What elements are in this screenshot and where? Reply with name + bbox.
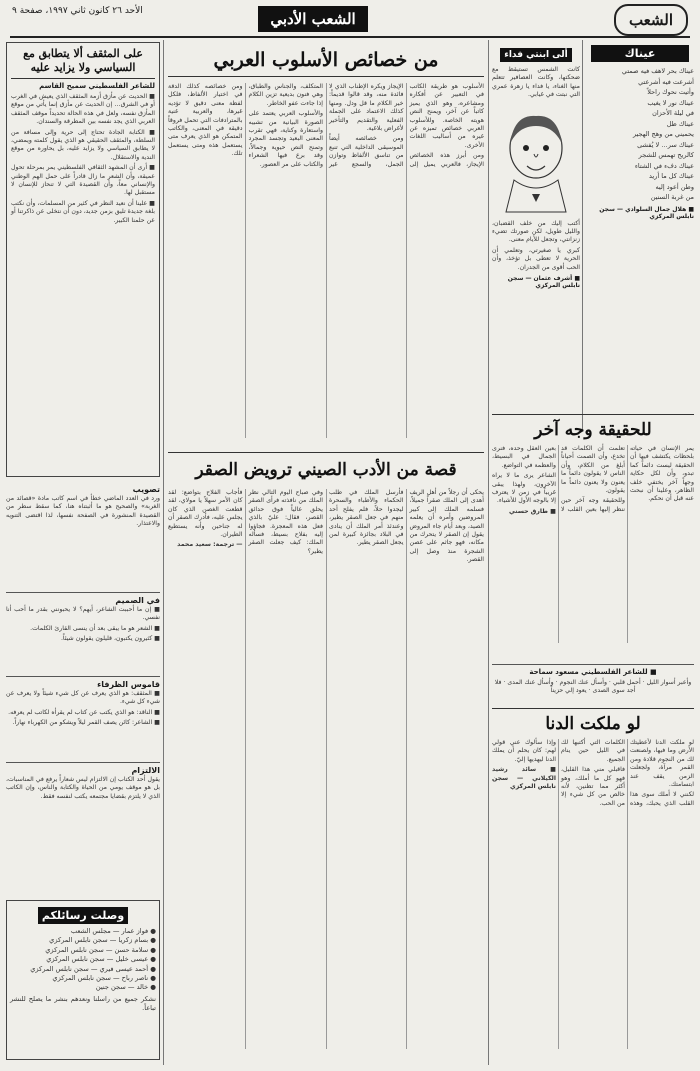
verse: من غربة السنين (650, 193, 694, 201)
column-rule (582, 40, 583, 430)
verse: عيناك ظل (666, 119, 694, 128)
small-poem-byline: ■ للشاعر الفلسطيني مسعود سماحة (529, 668, 657, 676)
paragraph: فأجاب الفلاح بتواضع: لقد كان الأمر سهلاً يا مولاي، لقد قطعت الغصن الذي كان يجلس عليه، فأدرك الصقر أن له جناحين وأنه يستطيع الطيران. (168, 489, 243, 539)
daughter-letter-title: ألى ابنتي فداء (500, 48, 572, 62)
paragraph: ومن خصائصه أيضاً الموسيقى الداخلية التي تنبع من تناسق الألفاظ وتوازن الجمل، والسجع غير المتكلف، والجناس والطباق، وهي فنون بديعية تزين الكلام إذا جاءت عفو الخاطر. (248, 83, 404, 168)
left-top-article (6, 42, 160, 477)
iltizam-label: الالتزام (131, 766, 160, 775)
paragraph: ■ كثيرون يكتبون، قليلون يقولون شيئاً. (60, 635, 160, 643)
section-title: الشعب الأدبي (258, 6, 368, 32)
verse: عيناك كل ما أريد (649, 172, 694, 180)
verse: عيناك دفء في الشتاء (634, 161, 694, 170)
verse: وأسأل عنك المدى (507, 679, 554, 686)
fil-samim-label: في الصميم (115, 596, 160, 605)
letters-box (6, 900, 160, 1060)
girl-portrait-sketch (494, 104, 578, 214)
fil-samim-body (6, 606, 160, 644)
paragraph: والأسلوب العربي يعتمد على الصورة البيانية من تشبيه واستعارة وكناية، فهي تقرب المعنى البعيد وتجسد المجرد وتمنح النص حيوية وجمالاً، وقد برع فيها الشعراء والكتاب على مر العصور. (248, 110, 323, 168)
paragraph: فاقبلي مني هذا القليل، فهو كل ما أملك، وهو أكثر مما تظنين، لأنه خالص من كل شيء إلا من الحب. (561, 766, 625, 807)
qamoos-body (6, 690, 160, 728)
left-top-byline: للشاعر الفلسطيني سميح القاسم (39, 82, 155, 90)
letter-item: ● سلامة حسن — سجن نابلس المركزي (45, 945, 156, 954)
verse: عيناك بحر لاهف فيه صمتي (621, 67, 694, 75)
qamoos-box (6, 676, 160, 759)
paragraph: الأسلوب هو طريقة الكاتب في التعبير عن أفكاره ومشاعره، وهو الذي يميز كاتباً عن آخر، ويمنح النص هويته الخاصة. وللأسلوب العربي خصائص تميزه عن غيره من أساليب اللغات الأخرى. (409, 83, 484, 149)
paragraph: يحكى أن رجلاً من أهل الريف أهدى إلى الملك صقراً جميلاً، فسلمه الملك إلى كبير المروضين وأمره أن يعلمه الصيد، وبعد أيام جاء المروض يقول إن الصقر لا يتحرك من مكانه، فهو جاثم على غصن الشجرة منذ وصل إلى القصر. (409, 489, 484, 564)
paragraph: وفي صباح اليوم التالي نظر الملك من نافذته فرأى الصقر يحلق عالياً فوق حدائق القصر، فقال: عليّ بالذي فعل هذه المعجزة. فجاؤوا إليه بفلاح بسيط، فسأله الملك: كيف جعلت الصقر يطير؟ (248, 489, 323, 555)
paragraph: الشاعر يرى ما لا يراه الآخرون، ولهذا يبقى غريباً في زمن لا يعترف إلا بالوجه الأول للأشياء. (492, 472, 556, 505)
fil-samim-box (6, 592, 160, 673)
truth-headline: للحقيقة وجه آخر (534, 420, 652, 440)
aynak-title: عيناك (591, 45, 689, 62)
paragraph: لو ملكت الدنا لأعطيتك الأرض وما فيها، ولصنعت لك من النجوم قلادة ومن القمر مرآة، ولجعلت الزمن يقف عند ابتسامتك. (630, 739, 694, 789)
paragraph: — ترجمة: سعيد محمد (177, 541, 243, 549)
letter-item: ● خالد — سجن جنين (95, 983, 156, 992)
tasweeb-body: ورد في العدد الماضي خطأ في اسم كاتب مادة «قصائد من الغربة» والصحيح هو ما أثبتناه هنا، كما سقط سطر من القصيدة المنشورة في الصفحة نفسها، لذا اقتضى التنويه والاعتذار. (6, 495, 160, 528)
left-top-headline: على المثقف ألا يتطابق مع السياسي ولا يزايد عليه (11, 47, 155, 79)
paragraph: ■ المثقف: هو الذي يعرف عن كل شيء شيئاً ولا يعرف عن شيء كل شيء. (6, 690, 160, 706)
paragraph: ■ الحديث عن مأزق أزمة المثقف الذي يعيش في الغرب أو في الشرق… إن الحديث عن مأزق إنما يأتي من موقع المأزق نفسه، ولعل في هذه الحالة تحديداً موقف المثقف العربي الذي يجد نفسه بين المطرقة والسندان. (11, 93, 155, 126)
paragraph: وللحقيقة وجه آخر حين ننظر إليها بعين القلب لا بعين العقل وحده، فنرى الجمال في البسيط، والعظمة في التواضع. (492, 445, 625, 513)
paragraph: وإذا سألوك عني قولي لهم: كان يحلم أن يملك الدنا ليهديها إليّ. (492, 739, 556, 763)
verse: وطن أعود إليه (655, 182, 694, 191)
letter-item: ● بسام زكريا — سجن نابلس المركزي (49, 936, 156, 945)
column-rule (163, 40, 164, 1065)
paragraph: فأرسل الملك في طلب الحكماء والأطباء والسحرة ليجدوا حلاً، فلم يفلح أحد منهم في جعل الصقر يطير، وعندئذ أمر الملك أن ينادى في البلاد بجائزة كبيرة لمن يجعل الصقر يطير. (329, 489, 404, 547)
small-poem-verses: وأعبر أسوار الليل · أحمل قلبي · وأسأل عنك النجوم · وأسأل عنك المدى · فلا أجد سوى الصدى · يعود إلي حزيناً (494, 679, 692, 695)
chinese-story-headline: قصة من الأدب الصيني ترويض الصقر (195, 460, 457, 480)
paragraph: ■ الشاعر: كائن يصف القمر ليلاً ويشكو من الكهرباء نهاراً. (12, 719, 160, 727)
verse: عيناك نور لا يغيب (647, 98, 694, 107)
world-body (492, 739, 694, 1049)
chinese-story (168, 452, 484, 1063)
paragraph: ■ الكتابة الجادة تحتاج إلى حرية وإلى مسافة من السلطة، والمثقف الحقيقي هو الذي يقول كلمته ويمضي، لا يطابق السياسي ولا يزايد عليه، بل يحاوره من موقع الندية والاستقلال. (11, 128, 155, 161)
verse: عيناك سر… لا يُفشى (637, 140, 694, 149)
verse: وأسأل عنك النجوم (559, 679, 607, 686)
paragraph: تعلمت أن الكلمات قد تخدع، وأن الصمت أحياناً أبلغ من الكلام، وأن الناس لا يقولون دائماً ما يعنون ولا يعنون دائماً ما يقولون. (561, 445, 625, 495)
letters-note: نشكر جميع من راسلنا ونعدهم بنشر ما يصلح للنشر تباعاً. (10, 994, 156, 1013)
paragraph: أكتب إليك من خلف القضبان، والليل طويل، لكن صورتك تضيء زنزانتي، وتجعل للأيام معنى. (492, 219, 580, 244)
column-rule (488, 40, 489, 1065)
aynak-poem (586, 42, 694, 412)
paragraph: يمر الإنسان في حياته بلحظات يكتشف فيها أن الحقيقة ليست دائماً كما تبدو، وأن لكل حكاية وجهاً آخر يختفي خلف الظاهر، وعلينا أن نبحث عنه قبل أن نحكم. (630, 445, 694, 503)
paragraph: ■ إن ما أحببت الشاعر، أيهم؟ لا يحبونني بقدر ما أحب أنا نفسي. (6, 606, 160, 622)
style-article-body (168, 83, 484, 438)
issue-date: الأحد ٢٦ كانون ثاني ١٩٩٧، صفحة ٩ (12, 6, 143, 16)
verse: كالريح تهمس للشجر (638, 151, 694, 159)
style-article-headline: من خصائص الأسلوب العربي (168, 42, 484, 77)
truth-byline: ■ طارق حسني (509, 507, 556, 515)
paragraph: ومن خصائصه كذلك الدقة في اختيار الألفاظ، فلكل لفظة معنى دقيق لا تؤديه غيرها، والعربية غنية بالمترادفات التي تحمل فروقاً دقيقة في المعنى، والكاتب المتمكن هو الذي يعرف متى يستعمل هذه ومتى يستعمل تلك. (168, 83, 243, 158)
truth-article (492, 414, 694, 661)
verse: أحمل قلبي (612, 679, 641, 686)
iltizam-box (6, 762, 160, 861)
world-article (492, 708, 694, 1063)
small-poem (492, 664, 694, 705)
iltizam-body: يقول أحد الكتاب إن الالتزام ليس شعاراً يرفع في المناسبات، بل هو موقف يومي من الحياة والكتابة والناس، وإن الكاتب الذي لا يلتزم بقضايا مجتمعه يكتب لنفسه فقط. (6, 776, 160, 800)
verse: يحميني من وهج الهجير (632, 130, 694, 138)
letters-label: وصلت رسائلكم (38, 907, 128, 924)
daughter-letter-body (492, 66, 580, 100)
paragraph: ■ الشعر هو ما يبقى بعد أن ينسى القارئ الكلمات. (30, 624, 160, 632)
newspaper-logo: الشعب (614, 4, 688, 36)
tasweeb-label: تصويب (132, 485, 160, 494)
letter-item: ● أحمد عيسى فيري — سجن نابلس المركزي (30, 964, 156, 973)
daughter-letter-byline: ■ أشرف عثمان — سجن نابلس المركزي (507, 275, 580, 290)
header-rule (10, 36, 690, 38)
aynak-verses (586, 66, 694, 203)
verse: أشرعت فيه أشرعتي (638, 77, 694, 86)
paragraph: ومن أبرز هذه الخصائص الإيجاز، فالعربي يميل إلى الإيجاز ويكره الإطناب الذي لا فائدة منه، وقد قالوا قديماً: خير الكلام ما قل ودل. ومنها كذلك الاعتماد على الجملة الفعلية والتقديم والتأخير لأغراض بلاغية. (329, 83, 484, 168)
tasweeb-box (6, 482, 160, 587)
letter-item: ● فواز عمار — مجلس الشعب (70, 927, 156, 935)
aynak-byline: ■ هلال جمال السلوادي — سجن نابلس المركزي (599, 205, 694, 220)
style-article (168, 42, 484, 450)
verse: يعود إلي حزيناً (550, 687, 587, 695)
verse: في ليلة الأحزان (652, 109, 694, 117)
chinese-story-body (168, 489, 484, 1049)
daughter-letter-body-2 (492, 220, 580, 272)
daughter-letter (492, 42, 580, 412)
qamoos-label: قاموس الظرفاء (97, 680, 160, 689)
paragraph: ■ أرى أن المشهد الثقافي الفلسطيني يمر بمرحلة تحول عميقة، وأن الشعر ما زال قادراً على حمل الهم الوطني والإنساني معاً، وأن القصيدة التي لا تنحاز للإنسان لا مستقبل لها. (11, 164, 155, 197)
verse: فلا أجد سوى الصدى (494, 679, 636, 695)
paragraph: لكنني لا أملك سوى هذا القلب الذي يحبك، وهذه الكلمات التي أكتبها لك في الليل حين ينام الجميع. (561, 739, 694, 807)
paragraph: ■ علينا أن نعيد النظر في كثير من المسلمات، وأن نكتب بلغة جديدة تليق بزمن جديد، دون أن نتخلى عن ذاكرتنا أو عن حلمنا الكبير. (11, 199, 155, 224)
paragraph: ■ الناقد: هو الذي يكتب عن كتاب لم يقرأه لكاتب لم يعرفه. (8, 708, 160, 716)
world-headline: لو ملكت الدنا (545, 714, 641, 734)
verse: وأتيت نحوك راحلاً (647, 88, 694, 96)
world-byline: ■ سائد رشيد الكيلاني — سجن نابلس المركزي (492, 766, 556, 791)
left-top-body (11, 93, 155, 225)
truth-body (492, 445, 694, 643)
letter-item: ● ناصر رباح — سجن نابلس المركزي (52, 974, 156, 983)
paragraph: كبري يا صغيرتي، وتعلمي أن الحرية لا تعطى بل تؤخذ، وأن الحب أقوى من الجدران. (492, 246, 580, 271)
letter-item: ● عيسى خليل — سجن نابلس المركزي (46, 955, 156, 964)
verse: وأعبر أسوار الليل (646, 679, 692, 686)
paragraph: كانت الشمس تستيقظ مع ضحكتها، وكانت العصافير تتعلم منها الغناء، يا فداء يا زهرة عمري التي نبتت في غيابي. (492, 66, 580, 99)
letters-list (10, 927, 156, 1014)
